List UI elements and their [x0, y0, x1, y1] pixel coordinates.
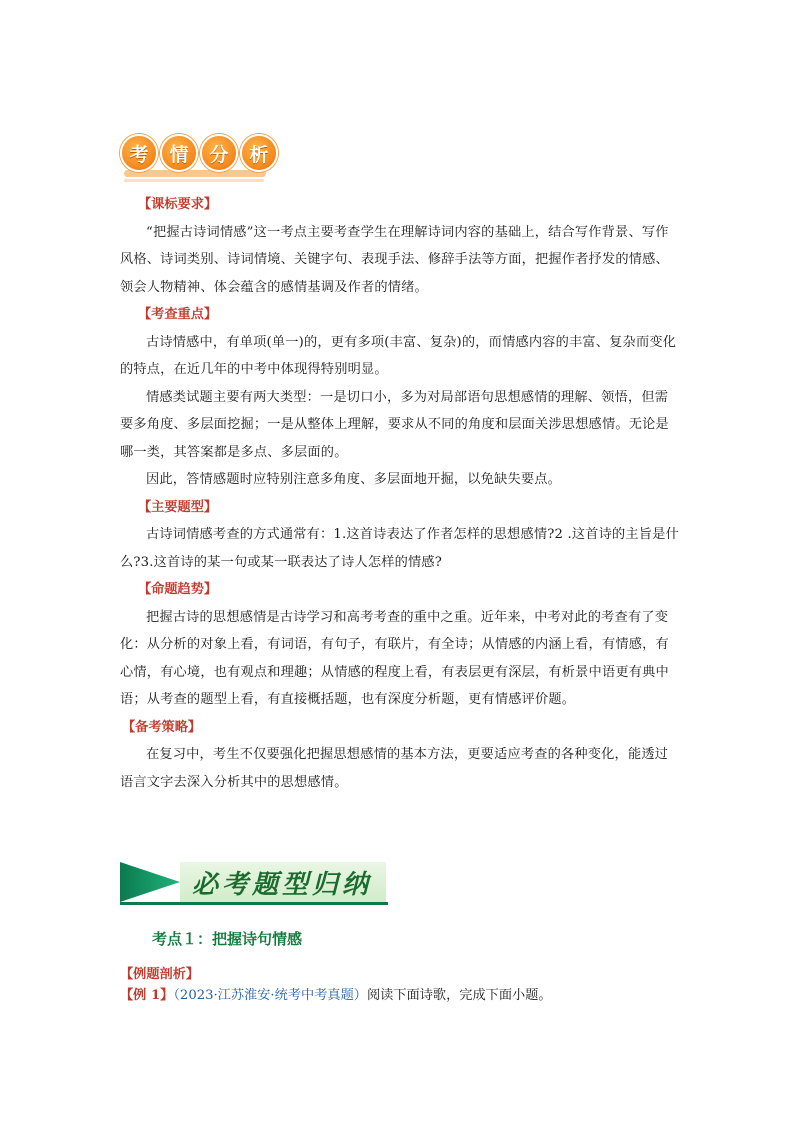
banner-bar	[180, 862, 386, 902]
para-zhongdian-3: 因此，答情感题时应特别注意多角度、多层面地开掘，以免缺失要点。	[146, 472, 562, 487]
badge-char: 分	[200, 134, 238, 172]
section-banner-bikao	[120, 862, 388, 906]
analysis-content	[120, 191, 680, 796]
para-celue: 在复习中，考生不仅要强化把握思想感情的基本方法，更要适应考查的各种变化，能透过语言文字去深入分析其中的思想感情。	[120, 747, 669, 790]
badge-underline-light	[124, 179, 264, 182]
section-badge-kaoqing-fenxi	[120, 134, 278, 190]
kaodian-title: 考点１：把握诗句情感	[152, 930, 303, 948]
heading-zhongdian: 【考查重点】	[138, 307, 218, 322]
banner-title: 必考题型归纳	[192, 869, 373, 900]
example-tag: 【例 1】	[120, 988, 174, 1003]
example-heading: 【例题剖析】	[120, 967, 200, 982]
heading-kebiao: 【课标要求】	[138, 197, 218, 212]
heading-qushi: 【命题趋势】	[138, 582, 218, 597]
badge-char: 考	[120, 134, 158, 172]
para-qushi: 把握古诗的思想感情是古诗学习和高考考查的重中之重。近年来，中考对此的考查有了变化：从分析的对象上看，有词语，有句子，有联片，有全诗；从情感的内涵上看，有情感，有心情，有心境，也有观点和理趣；从情感的程度上看，有表层更有深层，有析景中语更有典中语；从考查的题型上看，有直接概括题，也有深度分析题，更有情感评价题。	[120, 609, 669, 707]
banner-underline	[120, 902, 388, 905]
badge-char: 情	[160, 134, 198, 172]
para-zhongdian-1: 古诗情感中，有单项(单一)的，更有多项(丰富、复杂)的，而情感内容的丰富、复杂而变化的特点，在近几年的中考中体现得特别明显。	[120, 334, 677, 377]
banner-arrow-shape	[120, 862, 180, 902]
example-line	[120, 986, 552, 1006]
heading-tixing: 【主要题型】	[138, 499, 218, 515]
example-instruction: 阅读下面诗歌，完成下面小题。	[366, 988, 552, 1003]
para-tixing: 古诗词情感考查的方式通常有：1.这首诗表达了作者怎样的思想感情?2 .这首诗的主旨是什么?3.这首诗的某一句或某一联表达了诗人怎样的情感?	[120, 527, 679, 570]
para-zhongdian-2: 情感类试题主要有两大类型：一是切口小，多为对局部语句思想感情的理解、领悟，但需要多角度、多层面挖掘；一是从整体上理解，要求从不同的角度和层面关涉思想感情。无论是哪一类，其答案都是多点、多层面的。	[120, 389, 669, 460]
heading-celue: 【备考策略】	[122, 719, 202, 735]
para-kebiao: “把握古诗词情感”这一考点主要考查学生在理解诗词内容的基础上，结合写作背景、写作风格、诗词类别、诗词情境、关键字句、表现手法、修辞手法等方面，把握作者抒发的情感、领会人物精神、体会蕴含的感情基调及作者的情绪。	[120, 224, 669, 295]
badge-char: 析	[240, 134, 278, 172]
example-source: （2023·江苏淮安·统考中考真题）	[173, 988, 367, 1003]
